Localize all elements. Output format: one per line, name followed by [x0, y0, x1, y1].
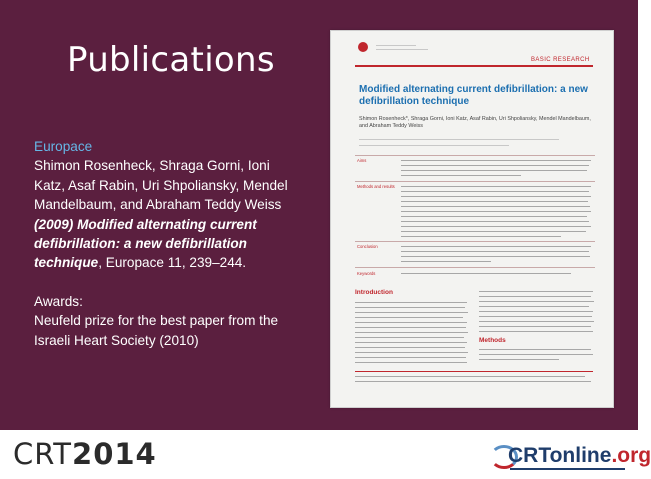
paper-title: Modified alternating current defibrillation: a new defibrillation technique: [359, 84, 588, 107]
journal-line-1: [376, 45, 416, 46]
paper-thumbnail: [330, 30, 614, 408]
abstract-row-aims: [355, 155, 595, 163]
abstract-row-methods: [355, 181, 595, 189]
site-tld: .org: [611, 444, 651, 467]
crtonline-logo: [488, 439, 651, 473]
crtonline-wordmark: [508, 444, 651, 468]
received-line: [359, 145, 509, 146]
journal-name: Europace: [34, 139, 93, 154]
introduction-heading: Introduction: [355, 289, 393, 296]
header-rule: [355, 65, 593, 67]
journal-line-2: [376, 49, 428, 50]
abstract-label: Aims: [357, 158, 367, 163]
awards-text: Neufeld prize for the best paper from the Israeli Heart Society (2010): [34, 313, 279, 348]
methods-heading: Methods: [479, 337, 506, 344]
authors-text: Shimon Rosenheck, Shraga Gorni, Ioni Katz, Asaf Rabin, Uri Shpoliansky, Mendel Mandelbaum, and Abraham Teddy Weiss: [34, 158, 288, 213]
section-label: BASIC RESEARCH: [531, 57, 590, 63]
crt-2014-logo: [13, 437, 157, 471]
citation-tail: , Europace 11, 239–244.: [98, 255, 247, 271]
abstract-row-conclusion: [355, 241, 595, 249]
awards-section: [34, 292, 299, 350]
affiliation-line: [359, 139, 559, 140]
abstract-box: [355, 155, 595, 279]
abstract-label: Keywords: [357, 271, 376, 276]
awards-heading: Awards:: [34, 293, 83, 309]
abstract-label: Conclusion: [357, 244, 378, 249]
site-name: CRTonline: [508, 444, 612, 467]
abstract-label: Methods and results: [357, 184, 395, 189]
esc-heart-logo-icon: [355, 41, 371, 55]
abstract-row-keywords: [355, 267, 595, 276]
slide-title: Publications: [67, 40, 275, 80]
paper-title-italic: (2009) Modified alternating current defibrillation: a new defibrillation technique: [34, 216, 257, 271]
brand-year: 2014: [72, 437, 157, 471]
brand-prefix: CRT: [13, 437, 73, 471]
publication-citation: [34, 137, 299, 350]
crtonline-underline: [510, 468, 625, 470]
paper-authors: Shimon Rosenheck*, Shraga Gorni, Ioni Katz, Asaf Rabin, Uri Shpoliansky, Mendel Mandelbaum, and Abraham Teddy Weiss: [359, 116, 591, 129]
